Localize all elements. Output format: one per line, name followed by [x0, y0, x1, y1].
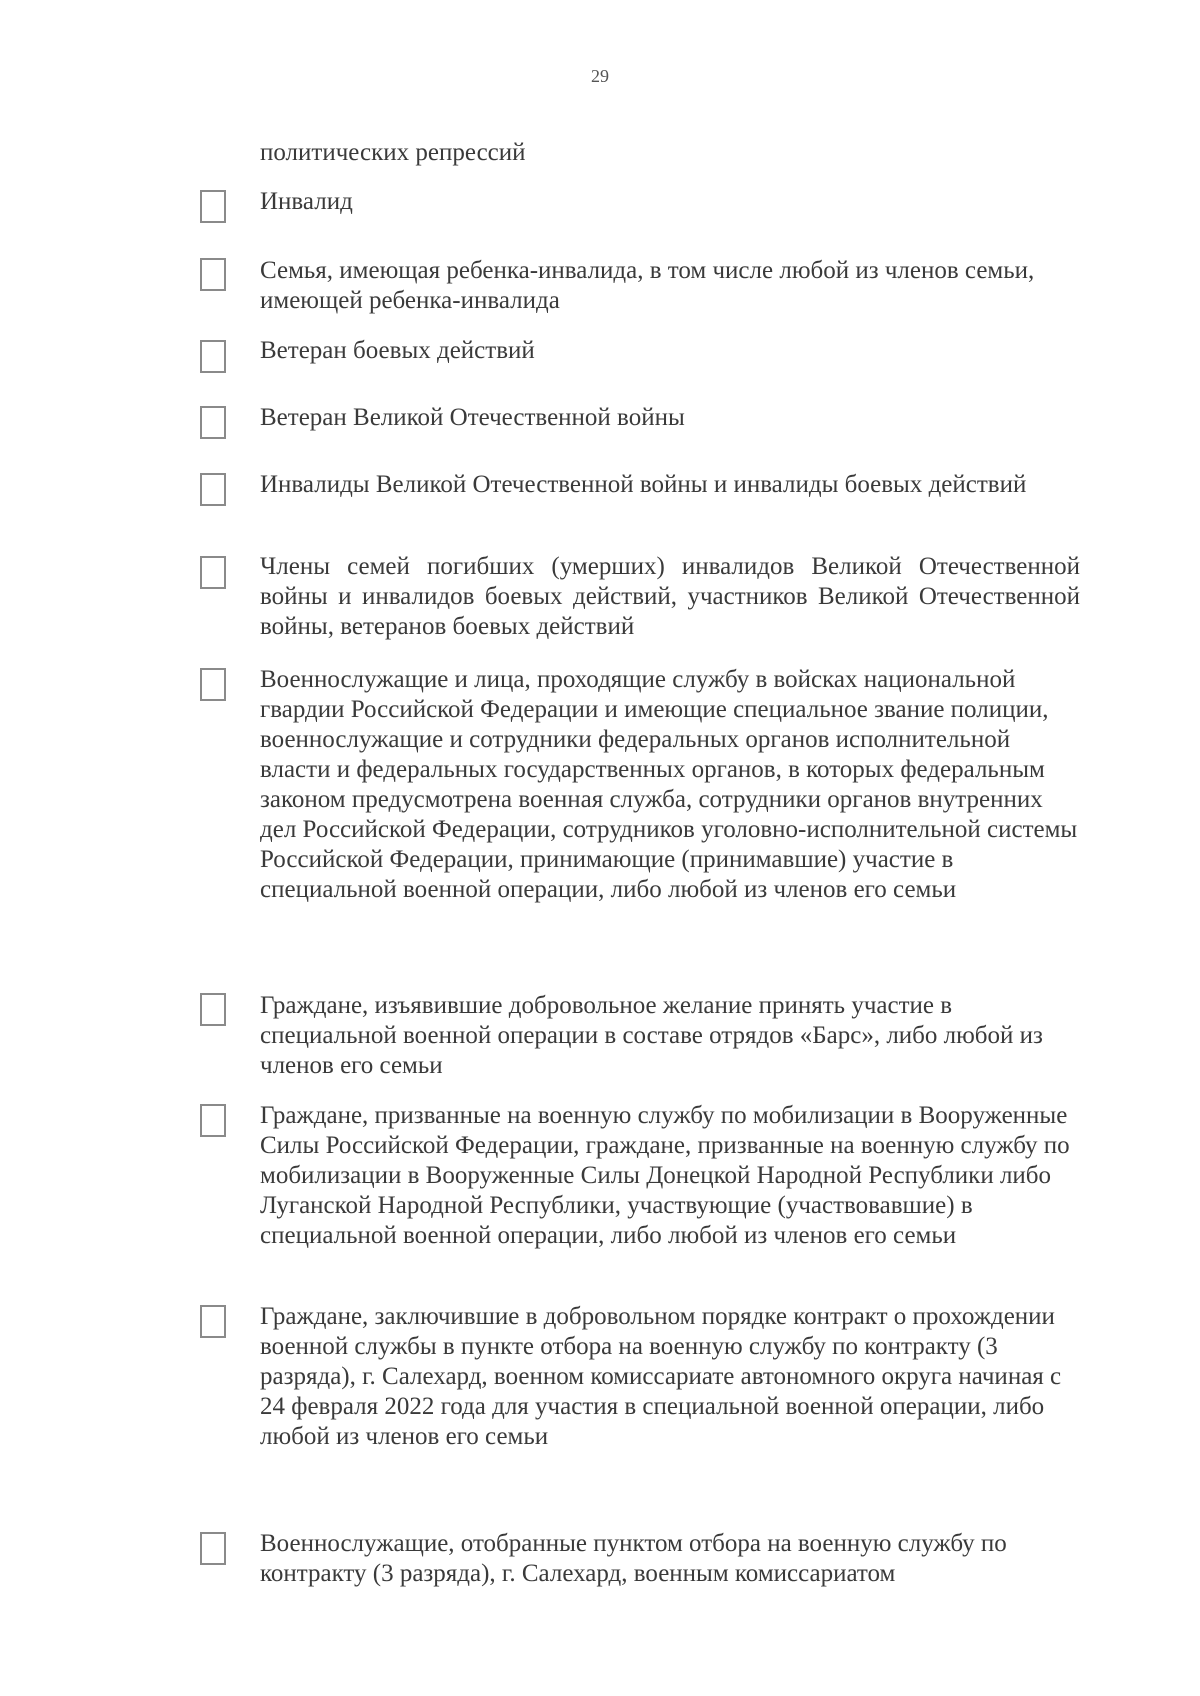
checkbox-mobilized[interactable] [200, 1104, 226, 1137]
checkbox-combat-veteran[interactable] [200, 340, 226, 373]
item-label: Члены семей погибших (умерших) инвалидов Великой Отечественной войны и инвалидов боевых действий, участников Великой Отечественной войны, ветеранов боевых действий [260, 553, 1080, 640]
checkbox-families-of-deceased[interactable] [200, 556, 226, 589]
checkbox-disabled[interactable] [200, 190, 226, 223]
continuation-text: политических репрессий [260, 139, 526, 166]
checkbox-selected-servicemen[interactable] [200, 1532, 226, 1565]
item-label: Граждане, изъявившие добровольное желание принять участие в специальной военной операции в составе отрядов «Барс», либо любой из членов его семьи [260, 992, 1043, 1079]
item-label: Военнослужащие, отобранные пунктом отбора на военную службу по контракту (3 разряда), г. Салехард, военным комиссариатом [260, 1530, 1007, 1587]
checkbox-family-disabled-child[interactable] [200, 258, 226, 291]
item-label: Семья, имеющая ребенка-инвалида, в том числе любой из членов семьи, имеющей ребенка-инвалида [260, 257, 1035, 314]
item-label: Граждане, призванные на военную службу по мобилизации в Вооруженные Силы Российской Федерации, граждане, призванные на военную службу по мобилизации в Вооруженные Силы Донецкой Народной Республики либо Луганской Народной Республики, участвующие (участвовавшие) в специальной военной операции, либо любой из членов его семьи [260, 1102, 1070, 1249]
item-label: Военнослужащие и лица, проходящие службу в войсках национальной гвардии Российской Федерации и имеющие специальное звание полиции, военнослужащие и сотрудники федеральных органов исполнительной власти и федеральных государственных органов, в которых федеральным законом предусмотрена военная служба, сотрудники органов внутренних дел Российской Федерации, сотрудников уголовно-исполнительной системы Российской Федерации, принимающие (принимавшие) участие в специальной военной операции, либо любой из членов его семьи [260, 666, 1078, 903]
item-label: Ветеран боевых действий [260, 337, 535, 364]
checkbox-bars-volunteers[interactable] [200, 993, 226, 1026]
checkbox-ww2-veteran[interactable] [200, 406, 226, 439]
item-label: Инвалид [260, 188, 353, 215]
item-label: Граждане, заключившие в добровольном порядке контракт о прохождении военной службы в пункте отбора на военную службу по контракту (3 разряда), г. Салехард, военном комиссариате автономного округа начиная с 24 февраля 2022 года для участия в специальной военной операции, либо любой из членов его семьи [260, 1303, 1062, 1450]
checkbox-servicemen-svo[interactable] [200, 668, 226, 701]
item-label: Инвалиды Великой Отечественной войны и инвалиды боевых действий [260, 471, 1027, 498]
item-label: Ветеран Великой Отечественной войны [260, 404, 685, 431]
page-number: 29 [591, 66, 609, 86]
checkbox-contract-soldiers[interactable] [200, 1305, 226, 1338]
checkbox-ww2-disabled[interactable] [200, 473, 226, 506]
